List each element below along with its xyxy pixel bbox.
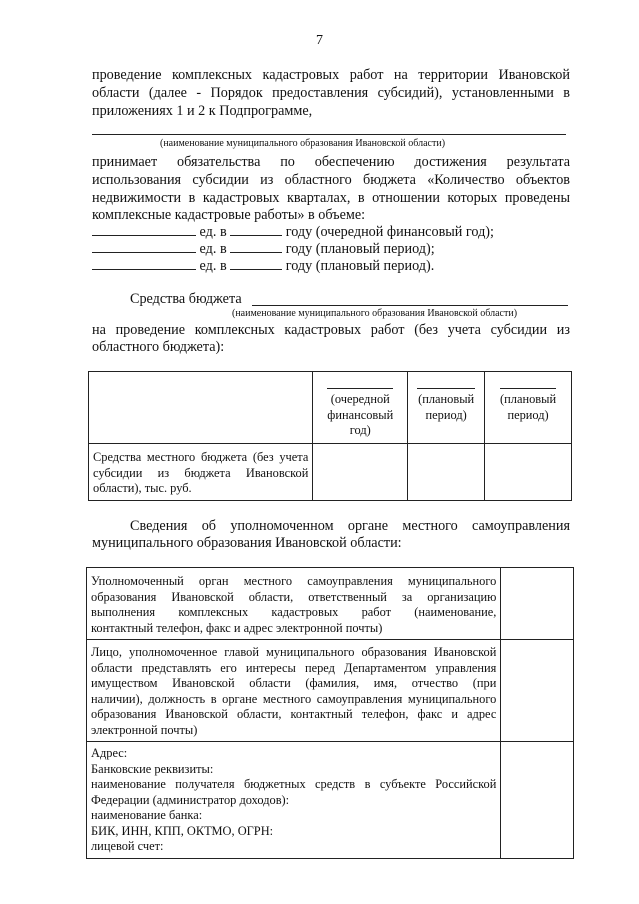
volume-unit: ед. в <box>199 224 227 240</box>
authority-row <box>87 568 574 640</box>
volume-line-3 <box>92 256 434 275</box>
budget-value-plan-1[interactable] <box>408 444 485 501</box>
budget-caption: (наименование муниципального образования Ивановской области) <box>232 308 518 319</box>
volume-year-blank[interactable] <box>230 222 282 236</box>
header-text: (плановый <box>418 392 475 406</box>
header-text: (плановый <box>500 392 557 406</box>
requisites-line: Банковские реквизиты: <box>91 761 214 776</box>
budget-table-row-label <box>89 444 313 501</box>
obligation-line-2: использования субсидии из областного бюджета «Количество объектов <box>92 172 570 188</box>
budget-value-plan-2[interactable] <box>485 444 572 501</box>
header-year-line[interactable] <box>500 388 556 389</box>
header-text: (очередной <box>330 392 390 406</box>
volume-amount-blank[interactable] <box>92 222 196 236</box>
requisites-row <box>87 742 574 859</box>
requisites-row-label <box>87 742 501 859</box>
budget-table-header-plan-2 <box>485 372 572 444</box>
volume-amount-blank[interactable] <box>92 239 196 253</box>
budget-table-row <box>89 444 572 501</box>
header-year-line[interactable] <box>417 388 475 389</box>
representative-row <box>87 640 574 742</box>
requisites-line: наименование банка: <box>91 808 203 822</box>
authority-row-label <box>87 568 501 640</box>
obligation-line-3: недвижимости в кадастровых кварталах, в отношении которых проведены <box>92 190 570 206</box>
representative-line: образования Ивановской области, контактный телефон, факс и адрес <box>91 707 497 721</box>
authority-heading-line-1: Сведения об уполномоченном органе местного самоуправления <box>130 518 570 534</box>
authority-line: контактный телефон, факс и адрес электронной почты) <box>91 620 383 635</box>
volume-year-label: году (очередной финансовый год); <box>285 224 494 240</box>
volume-year-label: году (плановый период). <box>285 258 435 274</box>
intro-line-1: проведение комплексных кадастровых работ на территории Ивановской <box>92 67 570 83</box>
representative-line: области представлять его интересы перед Департаментом управления <box>91 660 497 675</box>
budget-purpose-line-2: областного бюджета): <box>92 339 225 355</box>
authority-heading-line-2: муниципального образования Ивановской области: <box>92 535 402 551</box>
row-label-line: субсидии из бюджета Ивановской <box>93 465 309 480</box>
volume-year-blank[interactable] <box>230 256 282 270</box>
volume-year-blank[interactable] <box>230 239 282 253</box>
authority-line: выполнения комплексных кадастровых работ (наименование, <box>91 605 497 619</box>
budget-table-corner-cell <box>89 372 313 444</box>
requisites-line: лицевой счет: <box>91 839 164 853</box>
obligation-line-1: принимает обязательства по обеспечению достижения результата <box>92 154 570 170</box>
volume-unit: ед. в <box>199 241 227 257</box>
authority-row-value[interactable] <box>501 568 574 640</box>
volume-unit: ед. в <box>199 258 227 274</box>
requisites-line: Адрес: <box>91 746 128 760</box>
intro-line-2: области (далее - Порядок предоставления субсидий), установленными в <box>92 85 570 101</box>
requisites-row-value[interactable] <box>501 742 574 859</box>
intro-line-3: приложениях 1 и 2 к Подпрограмме, <box>92 103 313 119</box>
authority-line: образования Ивановской области, ответственный за организацию <box>91 589 497 604</box>
requisites-line: наименование получателя бюджетных средств в субъекте Российской <box>91 777 497 791</box>
budget-purpose-line-1: на проведение комплексных кадастровых работ (без учета субсидии из <box>92 322 570 338</box>
volume-amount-blank[interactable] <box>92 256 196 270</box>
representative-line: наличии), должность в органе местного самоуправления муниципального <box>91 691 497 706</box>
header-text: период) <box>507 407 549 422</box>
authority-line: Уполномоченный орган местного самоуправления муниципального <box>91 574 497 588</box>
budget-table-header-row <box>89 372 572 444</box>
authority-table <box>86 567 574 859</box>
header-text: период) <box>425 407 467 422</box>
municipality-name-line[interactable] <box>92 134 566 135</box>
budget-table-header-current-year <box>313 372 408 444</box>
representative-row-value[interactable] <box>501 640 574 742</box>
volume-year-label: году (плановый период); <box>285 241 435 257</box>
budget-name-line[interactable] <box>252 305 568 306</box>
row-label-line: Средства местного бюджета (без учета <box>93 450 309 464</box>
budget-label: Средства бюджета <box>130 291 242 307</box>
requisites-line: БИК, ИНН, КПП, ОКТМО, ОГРН: <box>91 823 274 838</box>
budget-table-header-plan-1 <box>408 372 485 444</box>
page-number: 7 <box>316 33 323 48</box>
obligation-line-4: комплексные кадастровые работы» в объеме: <box>92 207 366 223</box>
representative-row-label <box>87 640 501 742</box>
requisites-line: Федерации (администратор доходов): <box>91 792 290 807</box>
representative-line: Лицо, уполномоченное главой муниципального образования Ивановской <box>91 645 497 659</box>
budget-value-current-year[interactable] <box>313 444 408 501</box>
representative-line: имуществом Ивановской области (фамилия, имя, отчество (при <box>91 676 497 690</box>
header-text: год) <box>349 423 371 437</box>
row-label-line: области), тыс. руб. <box>93 481 192 495</box>
header-text: финансовый <box>327 407 394 422</box>
representative-line: электронной почты) <box>91 722 198 737</box>
budget-table <box>88 371 572 501</box>
municipality-caption: (наименование муниципального образования Ивановской области) <box>160 138 446 149</box>
header-year-line[interactable] <box>327 388 393 389</box>
